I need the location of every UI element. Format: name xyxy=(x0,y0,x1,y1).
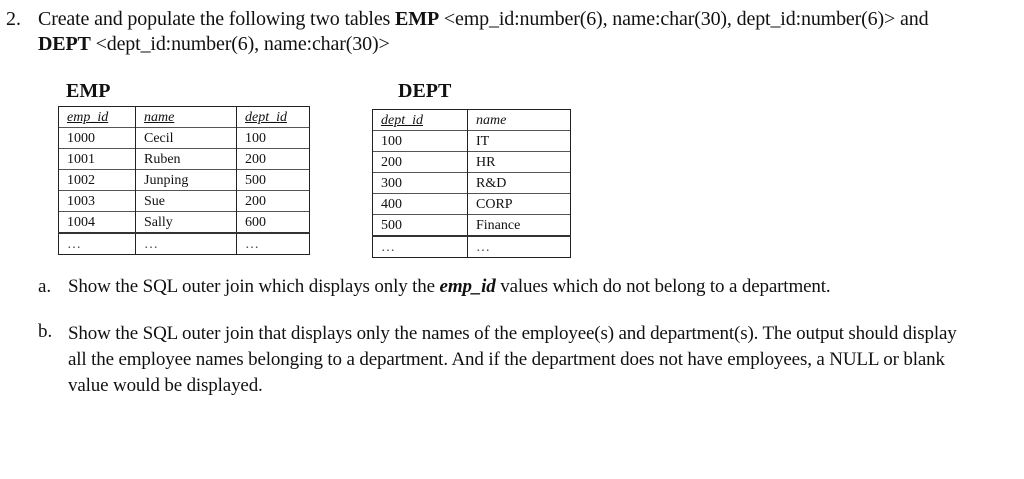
table-row xyxy=(59,149,310,170)
table-row xyxy=(373,131,571,152)
emp-table xyxy=(58,106,310,255)
emp-header-name: name xyxy=(136,107,237,128)
dept-cell: 200 xyxy=(373,152,468,173)
dept-table-name: DEPT xyxy=(38,33,91,55)
emp-table-title: EMP xyxy=(66,80,111,102)
emp-header-emp-id: emp_id xyxy=(59,107,136,128)
table-row xyxy=(59,170,310,191)
sub-question-a-text xyxy=(68,276,830,298)
dept-schema: <dept_id:number(6), name:char(30)> xyxy=(90,33,390,55)
table-row xyxy=(373,194,571,215)
emp-cell: 100 xyxy=(237,128,310,149)
emp-cell: Sally xyxy=(136,212,237,234)
table-row xyxy=(373,152,571,173)
table-row xyxy=(373,215,571,237)
ellipsis-cell: … xyxy=(237,233,310,255)
dept-cell: R&D xyxy=(468,173,571,194)
table-row xyxy=(59,128,310,149)
table-row xyxy=(59,212,310,234)
emp-cell: 1003 xyxy=(59,191,136,212)
dept-cell: HR xyxy=(468,152,571,173)
dept-cell: IT xyxy=(468,131,571,152)
dept-cell: Finance xyxy=(468,215,571,237)
sub-question-a-label: a. xyxy=(38,276,52,297)
emp-cell: Sue xyxy=(136,191,237,212)
emp-header-dept-id: dept_id xyxy=(237,107,310,128)
sub-question-b-text: Show the SQL outer join that displays only the names of the employee(s) and department(s). The output should display all the employee names belonging to a department. And if the department does not have employees, a NULL or blank value would be displayed. xyxy=(68,323,957,396)
ellipsis-cell: … xyxy=(136,233,237,255)
dept-header-dept-id: dept_id xyxy=(373,110,468,131)
emp-cell: 1002 xyxy=(59,170,136,191)
emp-cell: 200 xyxy=(237,191,310,212)
question-number: 2. xyxy=(6,8,21,30)
question-line-2 xyxy=(38,33,390,56)
sub-a-suffix: values which do not belong to a department. xyxy=(495,276,831,297)
dept-table xyxy=(372,109,571,258)
ellipsis-cell: … xyxy=(59,233,136,255)
dept-header-row xyxy=(373,110,571,131)
emp-cell: 1004 xyxy=(59,212,136,234)
dept-cell: 400 xyxy=(373,194,468,215)
emp-table-name: EMP xyxy=(395,8,440,30)
emp-cell: 1001 xyxy=(59,149,136,170)
emp-cell: 500 xyxy=(237,170,310,191)
table-row xyxy=(59,191,310,212)
emp-cell: Ruben xyxy=(136,149,237,170)
emp-ellipsis-row xyxy=(59,233,310,255)
emp-cell: Junping xyxy=(136,170,237,191)
question-prefix: Create and populate the following two tables xyxy=(38,8,396,30)
ellipsis-cell: … xyxy=(468,236,571,258)
sub-a-prefix: Show the SQL outer join which displays only the xyxy=(68,276,440,297)
dept-header-name: name xyxy=(468,110,571,131)
dept-cell: 300 xyxy=(373,173,468,194)
dept-cell: 500 xyxy=(373,215,468,237)
emp-schema: <emp_id:number(6), name:char(30), dept_id:number(6)> and xyxy=(439,8,929,30)
sub-a-emphasis: emp_id xyxy=(439,276,496,297)
question-line-1 xyxy=(38,8,928,31)
table-row xyxy=(373,173,571,194)
emp-cell: 200 xyxy=(237,149,310,170)
dept-ellipsis-row xyxy=(373,236,571,258)
ellipsis-cell: … xyxy=(373,236,468,258)
emp-cell: 600 xyxy=(237,212,310,234)
emp-cell: Cecil xyxy=(136,128,237,149)
dept-cell: 100 xyxy=(373,131,468,152)
dept-cell: CORP xyxy=(468,194,571,215)
dept-table-title: DEPT xyxy=(398,80,452,102)
emp-header-row xyxy=(59,107,310,128)
sub-question-b-label: b. xyxy=(38,321,53,342)
emp-cell: 1000 xyxy=(59,128,136,149)
